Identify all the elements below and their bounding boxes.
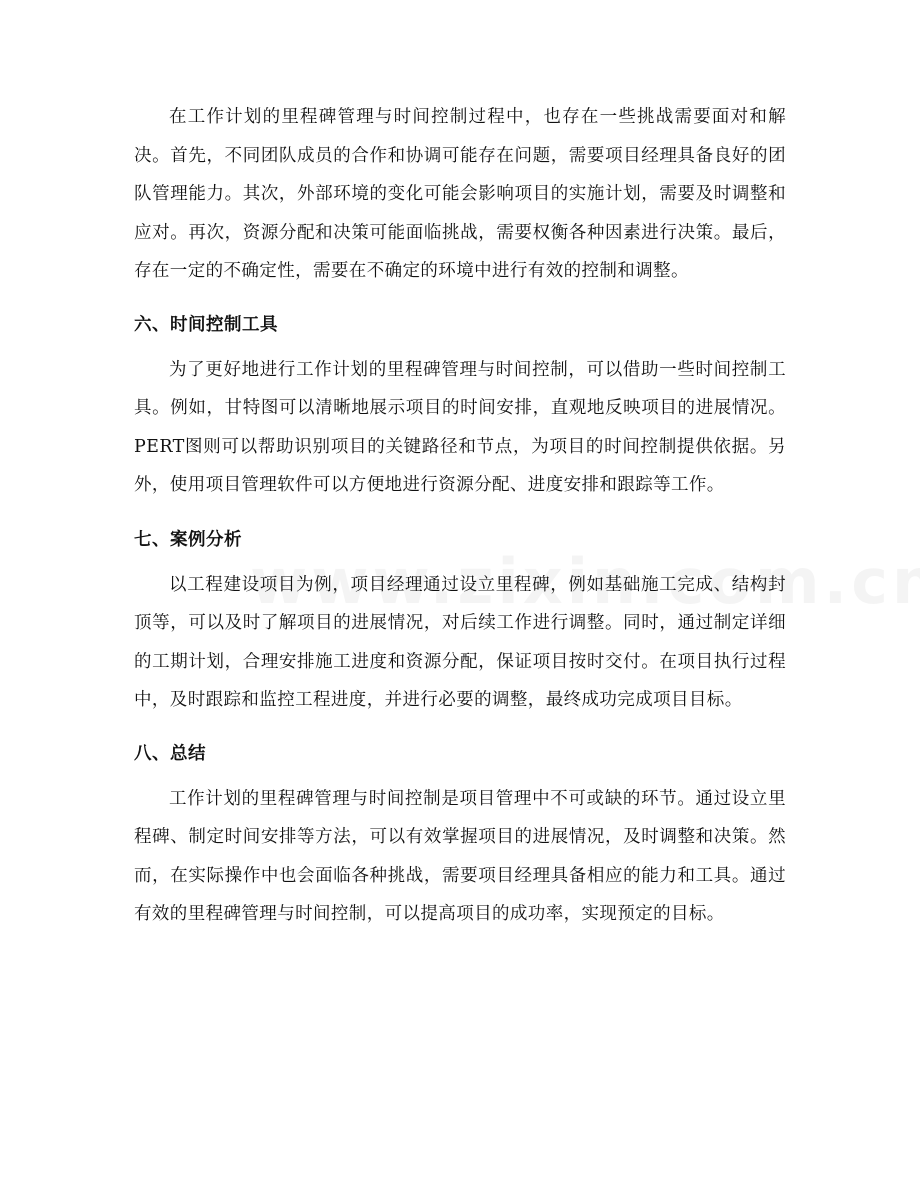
paragraph-summary: 工作计划的里程碑管理与时间控制是项目管理中不可或缺的环节。通过设立里程碑、制定时间安排等方法，可以有效掌握项目的进展情况，及时调整和决策。然而，在实际操作中也会面临各种挑战，需要项目经理具备相应的能力和工具。通过有效的里程碑管理与时间控制，可以提高项目的成功率，实现预定的目标。 — [134, 788, 786, 924]
paragraph-case-study: 以工程建设项目为例，项目经理通过设立里程碑，例如基础施工完成、结构封顶等，可以及时了解项目的进展情况，对后续工作进行调整。同时，通过制定详细的工期计划，合理安排施工进度和资源分配，保证项目按时交付。在项目执行过程中，及时跟踪和监控工程进度，并进行必要的调整，最终成功完成项目目标。 — [134, 574, 786, 710]
paragraph-time-control-tools: 为了更好地进行工作计划的里程碑管理与时间控制，可以借助一些时间控制工具。例如，甘特图可以清晰地展示项目的时间安排，直观地反映项目的进展情况。PERT图则可以帮助识别项目的关键路径和节点，为项目的时间控制提供依据。另外，使用项目管理软件可以方便地进行资源分配、进度安排和跟踪等工作。 — [134, 359, 786, 495]
section-heading-summary: 八、总结 — [134, 743, 206, 764]
document-body — [134, 98, 786, 934]
section-heading-case-study: 七、案例分析 — [134, 529, 242, 550]
paragraph-challenges: 在工作计划的里程碑管理与时间控制过程中，也存在一些挑战需要面对和解决。首先，不同团队成员的合作和协调可能存在问题，需要项目经理具备良好的团队管理能力。其次，外部环境的变化可能会影响项目的实施计划，需要及时调整和应对。再次，资源分配和决策可能面临挑战，需要权衡各种因素进行决策。最后，存在一定的不确定性，需要在不确定的环境中进行有效的控制和调整。 — [134, 107, 786, 281]
section-heading-time-control-tools: 六、时间控制工具 — [134, 314, 278, 335]
